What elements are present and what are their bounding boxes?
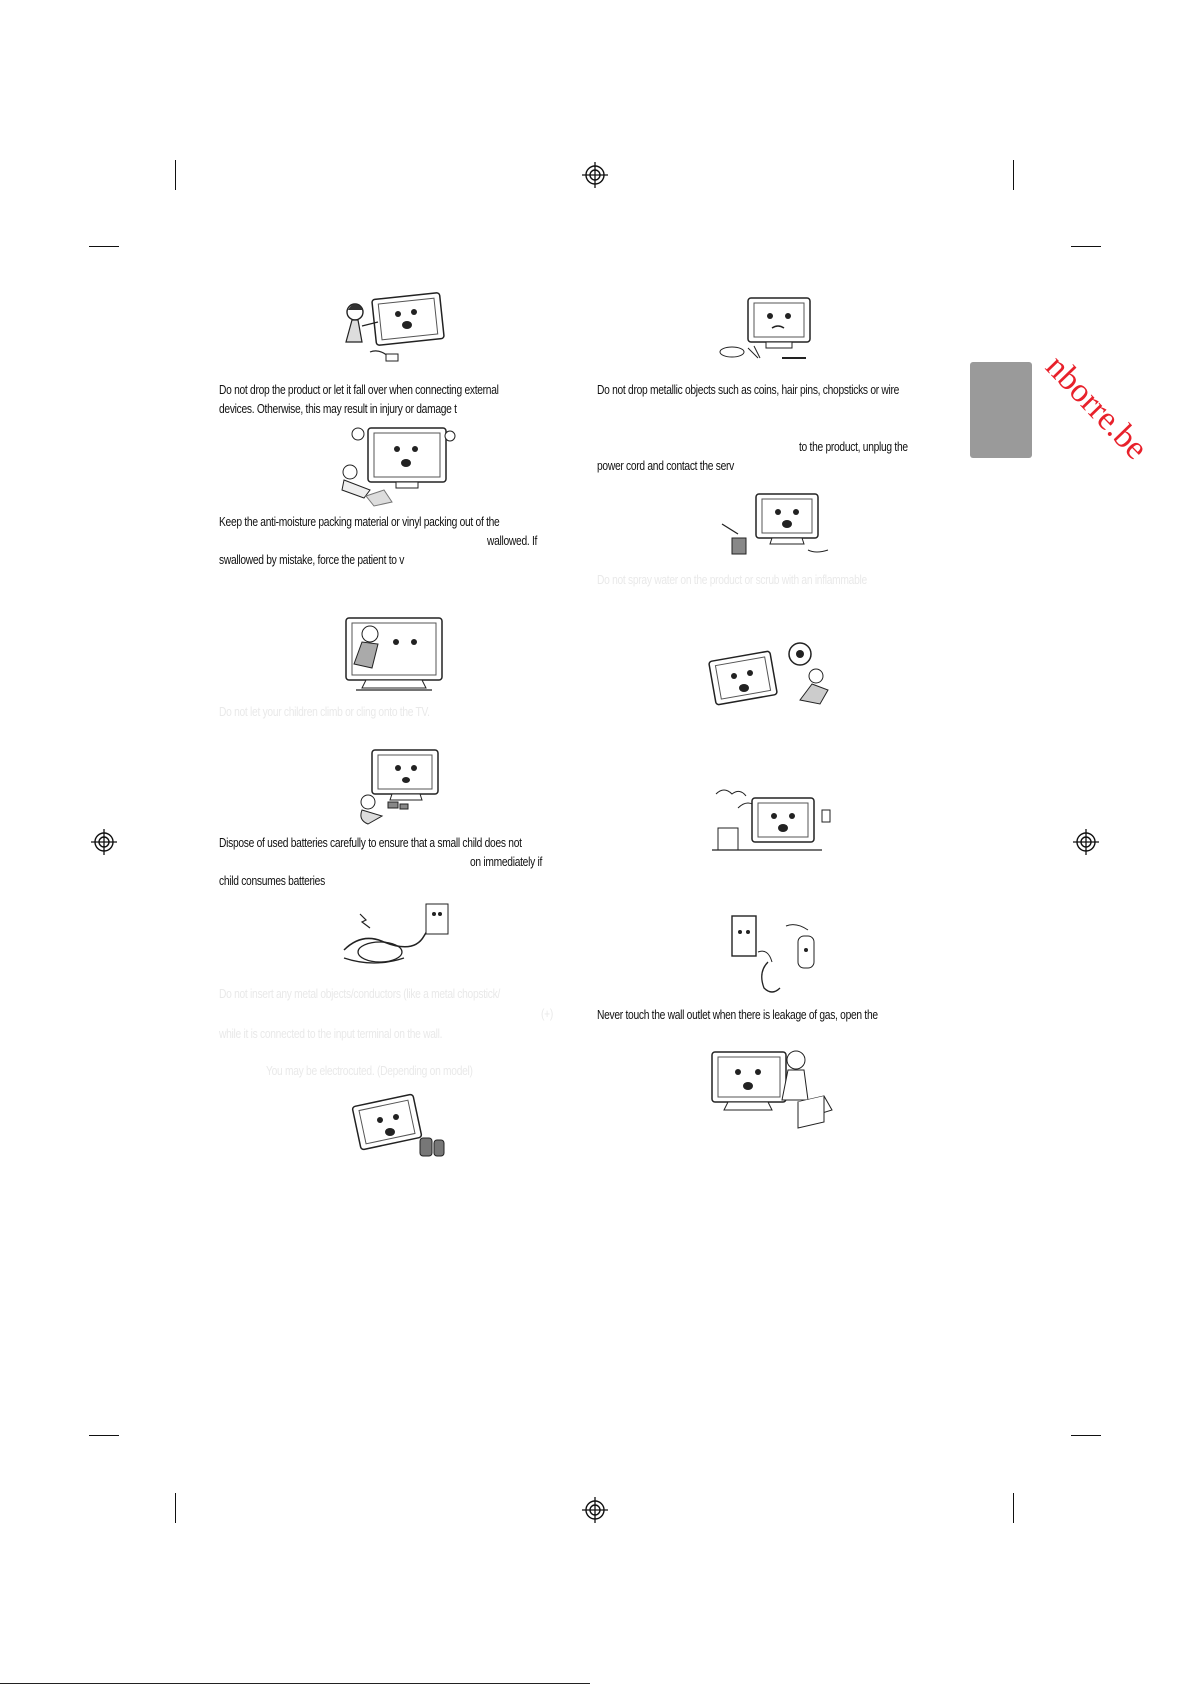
cord-spark-icon	[340, 900, 452, 970]
registration-mark-icon	[1073, 829, 1099, 855]
warning-text-line: devices. Otherwise, this may result in injury or damage t	[219, 402, 457, 416]
registration-mark-icon	[582, 162, 608, 188]
warning-text-line: on immediately if	[470, 855, 543, 869]
tv-water-spray-icon	[718, 490, 830, 562]
crop-mark	[1071, 246, 1101, 247]
warning-text-line: while it is connected to the input terminal on the wall.	[219, 1027, 443, 1041]
crop-mark	[1071, 1435, 1101, 1436]
warning-text-line: power cord and contact the serv	[597, 459, 734, 473]
crop-mark	[1013, 1493, 1014, 1523]
footer-rule	[0, 1683, 590, 1684]
warning-text-line: Do not spray water on the product or scrub with an inflammable	[597, 573, 867, 587]
warning-text-line: Never touch the wall outlet when there is leakage of gas, open the	[597, 1008, 878, 1022]
warning-text-line: swallowed by mistake, force the patient to v	[219, 553, 405, 567]
registration-mark-icon	[91, 829, 117, 855]
warning-text-line: Do not drop metallic objects such as coins, hair pins, chopsticks or wire	[597, 383, 900, 397]
warning-text-line: Do not let your children climb or cling onto the TV.	[219, 705, 430, 719]
warning-text-line: Dispose of used batteries carefully to ensure that a small child does not	[219, 836, 522, 850]
crop-mark	[175, 160, 176, 190]
wall-outlet-gas-icon	[728, 912, 824, 1002]
registration-mark-icon	[582, 1497, 608, 1523]
tv-technician-icon	[708, 1046, 834, 1132]
language-tab	[970, 362, 1032, 458]
warning-text-line: to the product, unplug the	[799, 440, 908, 454]
tv-ball-child-icon	[708, 640, 836, 714]
crop-mark	[1013, 160, 1014, 190]
warning-text-line: wallowed. If	[487, 534, 538, 548]
child-with-packing-icon	[326, 422, 456, 510]
warning-text-line: (+)	[541, 1007, 553, 1021]
warning-text-line: Keep the anti-moisture packing material or vinyl packing out of the	[219, 515, 500, 529]
crop-mark	[175, 1493, 176, 1523]
crop-mark	[89, 1435, 119, 1436]
warning-text-line: You may be electrocuted. (Depending on model)	[266, 1064, 473, 1078]
child-climbing-tv-icon	[336, 614, 452, 698]
child-with-batteries-icon	[352, 746, 444, 826]
tv-lightning-icon	[708, 780, 834, 860]
warning-text-line: child consumes batteries	[219, 874, 325, 888]
watermark-text: nborre.be	[1038, 348, 1155, 467]
tv-cleaning-icon	[350, 1090, 450, 1164]
tv-coins-icon	[718, 292, 818, 372]
crop-mark	[89, 246, 119, 247]
child-pulling-tv-icon	[340, 292, 452, 368]
warning-text-line: Do not insert any metal objects/conductors (like a metal chopstick/	[219, 987, 501, 1001]
warning-text-line: Do not drop the product or let it fall over when connecting external	[219, 383, 499, 397]
